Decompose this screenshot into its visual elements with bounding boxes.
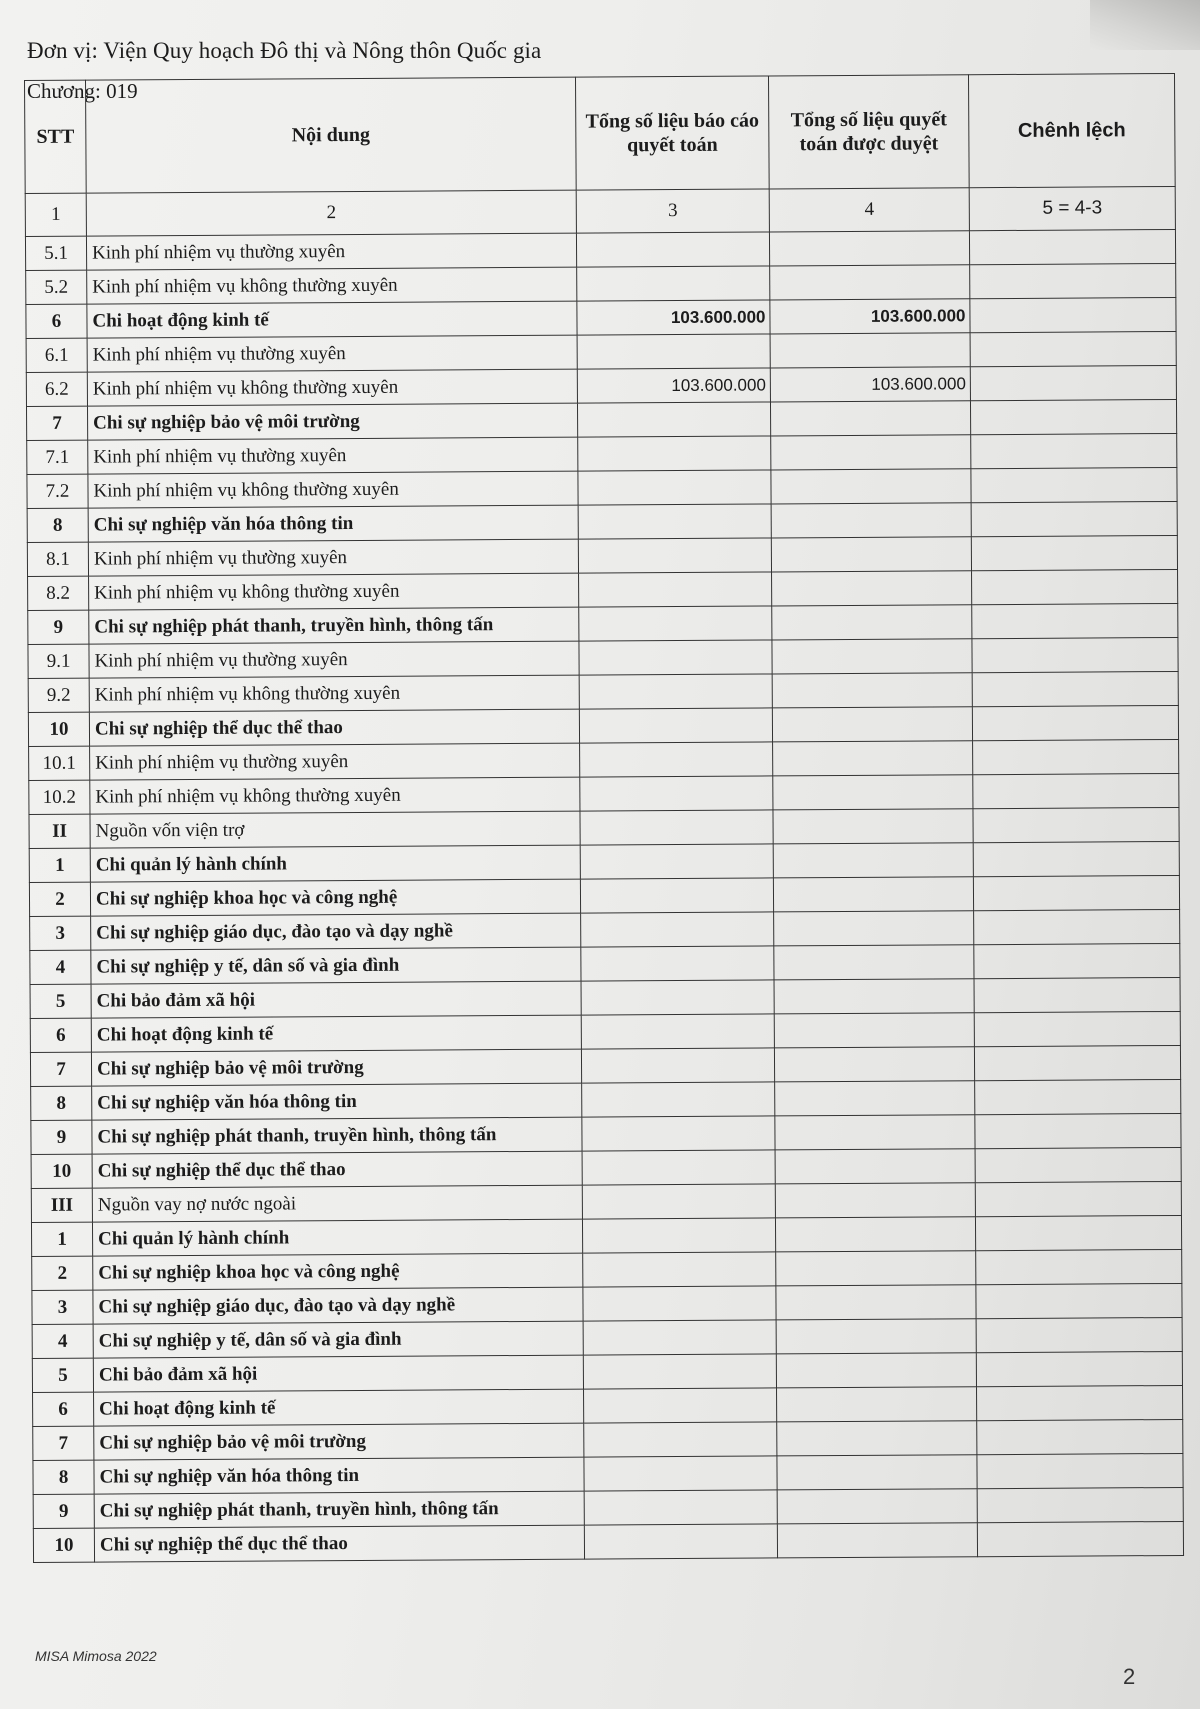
row-reported-value bbox=[579, 640, 772, 675]
row-approved-value bbox=[770, 401, 970, 436]
row-difference-value bbox=[975, 1079, 1181, 1114]
row-difference-value bbox=[972, 569, 1178, 604]
table-row bbox=[33, 1521, 1183, 1562]
row-stt: 8 bbox=[27, 508, 88, 542]
row-approved-value bbox=[772, 571, 972, 606]
row-stt: 7 bbox=[26, 406, 87, 440]
row-content: Kinh phí nhiệm vụ không thường xuyên bbox=[89, 573, 579, 610]
row-reported-value: 103.600.000 bbox=[577, 368, 770, 403]
row-reported-value bbox=[577, 334, 770, 369]
row-content: Chi sự nghiệp thể dục thể thao bbox=[89, 709, 579, 746]
row-content: Kinh phí nhiệm vụ thường xuyên bbox=[88, 437, 578, 474]
row-stt: 6 bbox=[33, 1392, 94, 1426]
row-difference-value bbox=[972, 705, 1178, 740]
row-approved-value bbox=[773, 741, 973, 776]
column-index-4: 4 bbox=[769, 188, 969, 232]
row-stt: 6 bbox=[30, 1018, 91, 1052]
row-difference-value bbox=[970, 297, 1176, 332]
row-difference-value bbox=[971, 433, 1177, 468]
column-index-2: 2 bbox=[86, 190, 576, 236]
row-difference-value bbox=[974, 1045, 1180, 1080]
row-content: Nguồn vay nợ nước ngoài bbox=[92, 1185, 582, 1222]
row-reported-value bbox=[580, 878, 773, 913]
row-reported-value bbox=[582, 1116, 775, 1151]
row-content: Chi bảo đảm xã hội bbox=[93, 1355, 583, 1392]
row-approved-value bbox=[775, 1217, 975, 1252]
row-stt: 4 bbox=[30, 950, 91, 984]
row-content: Chi quản lý hành chính bbox=[90, 845, 580, 882]
row-difference-value bbox=[971, 467, 1177, 502]
row-content: Chi sự nghiệp giáo dục, đào tạo và dạy nghề bbox=[93, 1287, 583, 1324]
row-difference-value bbox=[974, 909, 1180, 944]
row-difference-value bbox=[974, 1011, 1180, 1046]
row-difference-value bbox=[970, 399, 1176, 434]
row-content: Kinh phí nhiệm vụ không thường xuyên bbox=[87, 267, 577, 304]
row-approved-value bbox=[771, 537, 971, 572]
row-reported-value bbox=[584, 1388, 777, 1423]
row-approved-value: 103.600.000 bbox=[770, 367, 970, 402]
column-header-approved: Tổng số liệu quyết toán được duyệt bbox=[768, 75, 969, 189]
unit-name: Đơn vị: Viện Quy hoạch Đô thị và Nông thôn Quốc gia bbox=[27, 38, 542, 63]
row-difference-value bbox=[973, 807, 1179, 842]
row-stt: 6.1 bbox=[26, 338, 87, 372]
row-stt: 10 bbox=[28, 712, 89, 746]
row-content: Chi sự nghiệp y tế, dân số và gia đình bbox=[91, 947, 581, 984]
column-header-stt: STT bbox=[25, 80, 87, 193]
row-approved-value bbox=[772, 639, 972, 674]
row-content: Chi sự nghiệp thể dục thể thao bbox=[92, 1151, 582, 1188]
row-approved-value bbox=[777, 1489, 977, 1524]
row-reported-value bbox=[582, 1218, 775, 1253]
row-reported-value bbox=[583, 1252, 776, 1287]
row-difference-value bbox=[976, 1283, 1182, 1318]
row-difference-value bbox=[971, 535, 1177, 570]
row-content: Chi sự nghiệp văn hóa thông tin bbox=[92, 1083, 582, 1120]
row-difference-value bbox=[976, 1351, 1182, 1386]
row-approved-value bbox=[777, 1387, 977, 1422]
row-reported-value bbox=[581, 1048, 774, 1083]
row-difference-value bbox=[969, 229, 1175, 264]
row-stt: 10.1 bbox=[29, 746, 90, 780]
row-approved-value bbox=[775, 1081, 975, 1116]
row-reported-value bbox=[578, 436, 771, 471]
row-difference-value bbox=[976, 1249, 1182, 1284]
row-stt: 7 bbox=[30, 1052, 91, 1086]
row-reported-value: 103.600.000 bbox=[577, 300, 770, 335]
row-stt: 5 bbox=[30, 984, 91, 1018]
row-approved-value bbox=[776, 1285, 976, 1320]
chapter-code: Chương: 019 bbox=[27, 79, 138, 103]
row-reported-value bbox=[578, 538, 771, 573]
row-approved-value bbox=[774, 911, 974, 946]
row-content: Kinh phí nhiệm vụ không thường xuyên bbox=[90, 777, 580, 814]
row-difference-value bbox=[977, 1487, 1183, 1522]
row-content: Chi sự nghiệp phát thanh, truyền hình, thông tấn bbox=[92, 1117, 582, 1154]
row-approved-value bbox=[773, 843, 973, 878]
row-stt: 8.2 bbox=[28, 576, 89, 610]
row-stt: 1 bbox=[31, 1222, 92, 1256]
column-index-row bbox=[25, 186, 1175, 236]
row-content: Chi sự nghiệp thể dục thể thao bbox=[94, 1525, 584, 1562]
column-index-1: 1 bbox=[25, 193, 86, 236]
row-content: Chi sự nghiệp khoa học và công nghệ bbox=[93, 1253, 583, 1290]
row-reported-value bbox=[581, 912, 774, 947]
row-reported-value bbox=[583, 1286, 776, 1321]
row-approved-value bbox=[775, 1149, 975, 1184]
row-stt: 9 bbox=[33, 1494, 94, 1528]
row-difference-value bbox=[972, 637, 1178, 672]
row-reported-value bbox=[584, 1456, 777, 1491]
row-content: Kinh phí nhiệm vụ thường xuyên bbox=[88, 539, 578, 576]
row-reported-value bbox=[579, 674, 772, 709]
row-difference-value bbox=[977, 1521, 1183, 1556]
row-approved-value bbox=[775, 1183, 975, 1218]
row-reported-value bbox=[584, 1422, 777, 1457]
row-difference-value bbox=[977, 1419, 1183, 1454]
row-reported-value bbox=[582, 1150, 775, 1185]
row-approved-value bbox=[771, 469, 971, 504]
row-reported-value bbox=[577, 266, 770, 301]
row-approved-value bbox=[770, 265, 970, 300]
row-content: Kinh phí nhiệm vụ thường xuyên bbox=[89, 641, 579, 678]
row-difference-value bbox=[974, 977, 1180, 1012]
row-content: Kinh phí nhiệm vụ không thường xuyên bbox=[88, 471, 578, 508]
row-stt: 5 bbox=[32, 1358, 93, 1392]
row-stt: 3 bbox=[30, 916, 91, 950]
row-stt: 7.1 bbox=[27, 440, 88, 474]
row-approved-value bbox=[772, 605, 972, 640]
row-content: Chi hoạt động kinh tế bbox=[87, 301, 577, 338]
row-difference-value bbox=[973, 875, 1179, 910]
row-approved-value bbox=[773, 877, 973, 912]
row-reported-value bbox=[578, 470, 771, 505]
row-reported-value bbox=[584, 1490, 777, 1525]
row-content: Chi quản lý hành chính bbox=[92, 1219, 582, 1256]
row-difference-value bbox=[975, 1113, 1181, 1148]
row-reported-value bbox=[580, 776, 773, 811]
row-content: Chi hoạt động kinh tế bbox=[91, 1015, 581, 1052]
row-stt: 9 bbox=[31, 1120, 92, 1154]
row-reported-value bbox=[581, 1014, 774, 1049]
row-content: Kinh phí nhiệm vụ thường xuyên bbox=[90, 743, 580, 780]
row-stt: 7.2 bbox=[27, 474, 88, 508]
table-body bbox=[25, 229, 1183, 1562]
column-header-difference: Chênh lệch bbox=[968, 73, 1175, 187]
row-difference-value bbox=[975, 1181, 1181, 1216]
row-content: Chi sự nghiệp văn hóa thông tin bbox=[94, 1457, 584, 1494]
row-approved-value bbox=[774, 979, 974, 1014]
row-reported-value bbox=[582, 1082, 775, 1117]
row-approved-value bbox=[776, 1319, 976, 1354]
row-content: Chi sự nghiệp bảo vệ môi trường bbox=[87, 403, 577, 440]
row-difference-value bbox=[976, 1317, 1182, 1352]
row-stt: 10 bbox=[33, 1528, 94, 1562]
row-reported-value bbox=[581, 980, 774, 1015]
row-approved-value bbox=[774, 945, 974, 980]
row-approved-value bbox=[770, 333, 970, 368]
software-brand: MISA Mimosa 2022 bbox=[35, 1648, 157, 1664]
row-content: Kinh phí nhiệm vụ không thường xuyên bbox=[87, 369, 577, 406]
row-approved-value bbox=[769, 231, 969, 266]
row-difference-value bbox=[970, 331, 1176, 366]
row-approved-value bbox=[772, 707, 972, 742]
row-reported-value bbox=[579, 572, 772, 607]
row-content: Kinh phí nhiệm vụ thường xuyên bbox=[87, 335, 577, 372]
row-approved-value bbox=[777, 1523, 977, 1558]
row-stt: 3 bbox=[32, 1290, 93, 1324]
row-difference-value bbox=[970, 365, 1176, 400]
page-corner-shadow bbox=[1090, 0, 1200, 50]
row-stt: 9.2 bbox=[28, 678, 89, 712]
row-approved-value bbox=[776, 1251, 976, 1286]
row-stt: 4 bbox=[32, 1324, 93, 1358]
row-stt: 5.2 bbox=[26, 270, 87, 304]
column-index-3: 3 bbox=[576, 189, 769, 233]
row-reported-value bbox=[584, 1524, 777, 1559]
row-stt: III bbox=[31, 1188, 92, 1222]
row-reported-value bbox=[576, 232, 769, 267]
row-content: Chi sự nghiệp phát thanh, truyền hình, thông tấn bbox=[89, 607, 579, 644]
row-content: Chi sự nghiệp phát thanh, truyền hình, thông tấn bbox=[94, 1491, 584, 1528]
row-stt: 8 bbox=[33, 1460, 94, 1494]
row-approved-value bbox=[774, 1013, 974, 1048]
row-content: Chi sự nghiệp văn hóa thông tin bbox=[88, 505, 578, 542]
row-reported-value bbox=[582, 1184, 775, 1219]
row-reported-value bbox=[579, 708, 772, 743]
row-difference-value bbox=[973, 773, 1179, 808]
row-content: Chi sự nghiệp khoa học và công nghệ bbox=[90, 879, 580, 916]
row-difference-value bbox=[972, 671, 1178, 706]
row-difference-value bbox=[973, 739, 1179, 774]
row-stt: 9 bbox=[28, 610, 89, 644]
row-stt: 10.2 bbox=[29, 780, 90, 814]
row-stt: 2 bbox=[32, 1256, 93, 1290]
row-approved-value bbox=[773, 809, 973, 844]
column-header-reported: Tổng số liệu báo cáo quyết toán bbox=[575, 76, 769, 190]
row-reported-value bbox=[578, 504, 771, 539]
row-stt: 10 bbox=[31, 1154, 92, 1188]
row-stt: 2 bbox=[29, 882, 90, 916]
row-stt: 7 bbox=[33, 1426, 94, 1460]
row-approved-value bbox=[771, 503, 971, 538]
row-approved-value bbox=[775, 1115, 975, 1150]
column-header-content: Nội dung bbox=[86, 77, 577, 193]
settlement-table bbox=[24, 73, 1184, 1563]
header-row bbox=[25, 73, 1176, 193]
row-difference-value bbox=[975, 1215, 1181, 1250]
row-stt: 9.1 bbox=[28, 644, 89, 678]
row-stt: 5.1 bbox=[25, 236, 86, 270]
row-content: Chi bảo đảm xã hội bbox=[91, 981, 581, 1018]
row-stt: 8 bbox=[31, 1086, 92, 1120]
row-reported-value bbox=[580, 810, 773, 845]
row-content: Chi hoạt động kinh tế bbox=[94, 1389, 584, 1426]
row-reported-value bbox=[577, 402, 770, 437]
row-stt: 8.1 bbox=[27, 542, 88, 576]
row-approved-value bbox=[771, 435, 971, 470]
row-approved-value bbox=[777, 1455, 977, 1490]
row-approved-value bbox=[774, 1047, 974, 1082]
row-reported-value bbox=[583, 1354, 776, 1389]
row-content: Kinh phí nhiệm vụ thường xuyên bbox=[86, 233, 576, 270]
row-difference-value bbox=[976, 1385, 1182, 1420]
row-approved-value bbox=[773, 775, 973, 810]
column-index-5: 5 = 4-3 bbox=[969, 186, 1175, 230]
row-approved-value bbox=[776, 1353, 976, 1388]
row-difference-value bbox=[977, 1453, 1183, 1488]
row-difference-value bbox=[970, 263, 1176, 298]
row-content: Chi sự nghiệp bảo vệ môi trường bbox=[94, 1423, 584, 1460]
row-approved-value bbox=[772, 673, 972, 708]
row-content: Chi sự nghiệp bảo vệ môi trường bbox=[91, 1049, 581, 1086]
row-difference-value bbox=[973, 841, 1179, 876]
row-reported-value bbox=[580, 742, 773, 777]
row-content: Nguồn vốn viện trợ bbox=[90, 811, 580, 848]
row-stt: II bbox=[29, 814, 90, 848]
row-stt: 1 bbox=[29, 848, 90, 882]
row-reported-value bbox=[583, 1320, 776, 1355]
row-difference-value bbox=[972, 603, 1178, 638]
row-difference-value bbox=[975, 1147, 1181, 1182]
row-content: Chi sự nghiệp y tế, dân số và gia đình bbox=[93, 1321, 583, 1358]
row-approved-value: 103.600.000 bbox=[770, 299, 970, 334]
row-difference-value bbox=[974, 943, 1180, 978]
row-difference-value bbox=[971, 501, 1177, 536]
row-reported-value bbox=[579, 606, 772, 641]
row-reported-value bbox=[580, 844, 773, 879]
row-reported-value bbox=[581, 946, 774, 981]
page-number: 2 bbox=[1123, 1664, 1136, 1689]
row-content: Chi sự nghiệp giáo dục, đào tạo và dạy nghề bbox=[91, 913, 581, 950]
row-approved-value bbox=[777, 1421, 977, 1456]
row-content: Kinh phí nhiệm vụ không thường xuyên bbox=[89, 675, 579, 712]
row-stt: 6.2 bbox=[26, 372, 87, 406]
row-stt: 6 bbox=[26, 304, 87, 338]
